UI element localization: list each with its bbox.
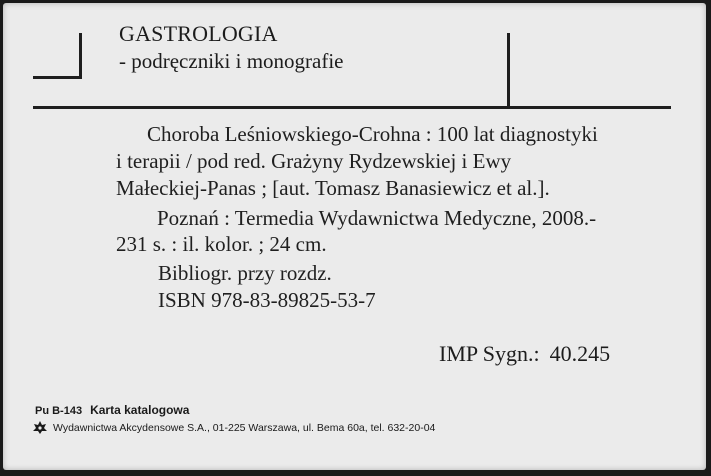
catalog-card <box>3 3 706 470</box>
corner-mark-vertical <box>79 33 82 79</box>
form-title: Karta katalogowa <box>90 403 190 417</box>
header-divider-vertical <box>507 33 510 109</box>
subject-subheading: - podręczniki i monografie <box>119 49 344 73</box>
header-rule <box>33 106 671 109</box>
publisher-address: Wydawnictwa Akcydensowe S.A., 01-225 Warszawa, ul. Bema 60a, tel. 632-20-04 <box>53 421 436 434</box>
entry-line: Bibliogr. przy rozdz. <box>158 261 332 285</box>
shelf-signature <box>439 341 610 367</box>
publisher-footer <box>33 421 435 434</box>
entry-line: ISBN 978-83-89825-53-7 <box>158 288 376 312</box>
subject-heading: GASTROLOGIA <box>119 21 278 46</box>
form-code: Pu B-143 <box>35 405 83 417</box>
form-footer <box>35 403 189 417</box>
signature-label: IMP Sygn.: <box>439 341 540 366</box>
entry-line: 231 s. : il. kolor. ; 24 cm. <box>116 232 327 256</box>
corner-mark-horizontal <box>33 76 82 79</box>
entry-line: Choroba Leśniowskiego-Crohna : 100 lat diagnostyki <box>147 122 598 146</box>
publisher-logo-icon <box>33 421 47 434</box>
signature-value: 40.245 <box>549 341 611 366</box>
entry-line: Poznań : Termedia Wydawnictwa Medyczne, 2008.- <box>157 206 597 230</box>
entry-line: Małeckiej-Panas ; [aut. Tomasz Banasiewicz et al.]. <box>116 176 550 200</box>
entry-line: i terapii / pod red. Grażyny Rydzewskiej i Ewy <box>116 149 512 173</box>
